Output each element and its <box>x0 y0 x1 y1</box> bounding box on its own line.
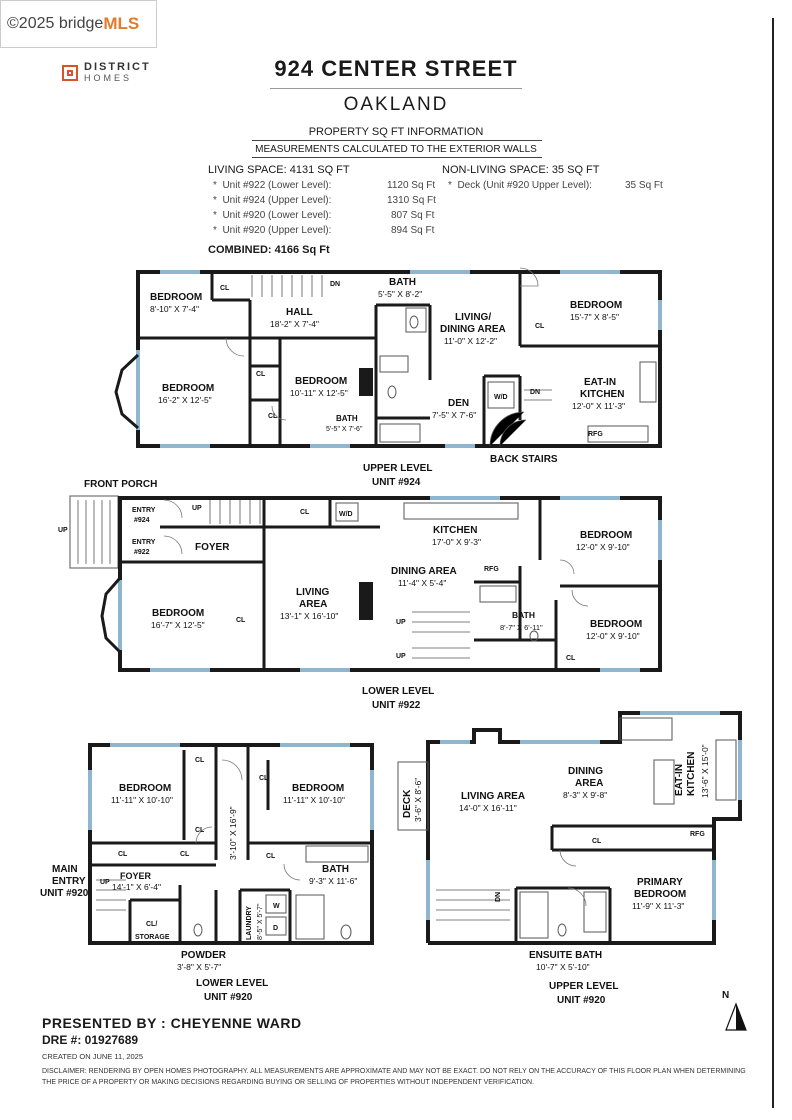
room-name-2: KITCHEN <box>686 751 697 796</box>
sqft-heading: PROPERTY SQ FT INFORMATION <box>308 126 484 138</box>
closet-label: CL <box>300 509 310 516</box>
compass-label: N <box>722 990 730 1001</box>
room-name: BATH <box>336 414 358 423</box>
room-name: HALL <box>286 307 313 318</box>
bathtub-icon <box>380 424 420 442</box>
plan-caption: UPPER LEVEL <box>363 463 433 474</box>
room-dim: 13'-6" X 15'-0" <box>700 744 710 798</box>
room-name: BEDROOM <box>292 783 345 794</box>
room-name: LIVING AREA <box>461 791 526 802</box>
down-label: DN <box>530 389 541 396</box>
island-icon <box>654 760 674 804</box>
deck-dim: 3'-6" X 8'-6" <box>413 777 423 822</box>
room-name: DINING AREA <box>391 566 457 577</box>
created-date: CREATED ON JUNE 11, 2025 <box>42 1052 144 1061</box>
room-dim: 10'-11" X 12'-5" <box>290 388 348 398</box>
living-row-value: 1120 Sq Ft <box>387 180 436 191</box>
dryer-label: D <box>273 925 279 932</box>
toilet-icon <box>410 316 418 328</box>
room-name-2: DINING AREA <box>440 324 506 335</box>
room-dim: 10'-7" X 5'-10" <box>536 962 590 972</box>
room-name: BEDROOM <box>590 619 643 630</box>
closet-label: CL <box>195 827 205 834</box>
down-label: DN <box>495 891 502 902</box>
room-name: BATH <box>389 277 417 288</box>
logo-sub: HOMES <box>84 73 133 83</box>
living-row: * Unit #924 (Upper Level): <box>213 195 332 206</box>
toilet-icon <box>558 924 566 936</box>
refrigerator-label: RFG <box>588 431 603 438</box>
presented-by: PRESENTED BY : CHEYENNE WARD <box>42 1015 302 1031</box>
living-row: * Unit #920 (Upper Level): <box>213 225 332 236</box>
washer-dryer-label: W/D <box>339 511 353 518</box>
room-dim: 8'-7" X 6'-11" <box>500 623 543 632</box>
room-name: BEDROOM <box>119 783 172 794</box>
stove-icon <box>620 718 672 740</box>
vanity-icon <box>584 892 606 932</box>
up-label: UP <box>192 505 202 512</box>
room-dim: 5'-5" X 7'-6" <box>326 426 363 433</box>
closet-storage-label: STORAGE <box>135 934 170 941</box>
room-name: POWDER <box>181 950 226 961</box>
main-entry-label: UNIT #920 <box>40 888 89 899</box>
shower-icon <box>520 892 548 938</box>
living-row: * Unit #922 (Lower Level): <box>213 180 332 191</box>
living-row-value: 894 Sq Ft <box>391 225 435 236</box>
room-dim: 11'-4" X 5'-4" <box>398 578 447 588</box>
room-dim: 16'-7" X 12'-5" <box>151 620 205 630</box>
living-space-heading: LIVING SPACE: 4131 SQ FT <box>208 164 350 176</box>
closet-storage-label: CL/ <box>146 921 158 928</box>
down-label: DN <box>330 281 341 288</box>
room-dim: 8'-3" X 9'-8" <box>563 790 608 800</box>
room-dim: 8'-5" X 5'-7" <box>257 903 264 940</box>
room-dim: 14'-1" X 6'-4" <box>112 882 161 892</box>
disclaimer: DISCLAIMER: RENDERING BY OPEN HOMES PHOTOGRAPHY. ALL MEASUREMENTS ARE APPROXIMATE AND MAY NOT BE EXACT. DO NOT RELY ON THE ACCURACY OF THIS FLOOR PLAN WHEN DETERMINING THE PRICE OF A PROPERTY OR MAKING DECISIONS REGARDING BUYING OR SELLING OF PROPERTIES WITHOUT INDEPENDENT VERIFICATION. <box>42 1068 746 1086</box>
counter-icon <box>640 362 656 402</box>
bathtub-icon <box>480 586 516 602</box>
room-dim: 18'-2" X 7'-4" <box>270 319 319 329</box>
property-city: OAKLAND <box>343 94 449 115</box>
room-name: PRIMARY <box>637 877 683 888</box>
room-name-2: AREA <box>575 778 604 789</box>
room-dim: 14'-0" X 16'-11" <box>459 803 517 813</box>
room-dim: 12'-0" X 9'-10" <box>576 542 630 552</box>
living-row-value: 1310 Sq Ft <box>387 195 436 206</box>
closet-label: CL <box>566 655 576 662</box>
stairs-upper-924 <box>252 275 322 297</box>
closet-label: CL <box>535 323 545 330</box>
room-name: EAT-IN <box>584 377 617 388</box>
room-dim: 11'-9" X 11'-3" <box>632 901 685 911</box>
nonliving-space-heading: NON-LIVING SPACE: 35 SQ FT <box>442 164 600 176</box>
living-row: * Unit #920 (Lower Level): <box>213 210 332 221</box>
closet-label: CL <box>118 851 128 858</box>
closet-label: CL <box>256 371 266 378</box>
watermark-text: ©2025 bridge <box>7 15 104 32</box>
washer-dryer-label: W/D <box>494 394 508 401</box>
plan-lower-922 <box>58 479 660 711</box>
plan-caption: UNIT #920 <box>557 995 606 1006</box>
room-name: FOYER <box>195 542 230 553</box>
entry-unit: #922 <box>134 549 150 556</box>
up-label: UP <box>396 619 406 626</box>
room-dim: 11'-11" X 10'-10" <box>111 795 173 805</box>
up-label: UP <box>58 527 68 534</box>
room-name: BEDROOM <box>580 530 633 541</box>
plan-caption: LOWER LEVEL <box>196 978 269 989</box>
room-name: BEDROOM <box>150 292 203 303</box>
refrigerator-label: RFG <box>484 566 499 573</box>
kitchen-counter-icon <box>404 503 518 519</box>
room-name-2: KITCHEN <box>580 389 625 400</box>
measurement-note: MEASUREMENTS CALCULATED TO THE EXTERIOR WALLS <box>255 144 537 155</box>
room-name: LAUNDRY <box>246 906 253 940</box>
room-dim: 13'-1" X 16'-10" <box>280 611 339 621</box>
watermark-mls: MLS <box>103 14 140 33</box>
plan-upper-920 <box>398 713 740 1006</box>
room-dim: 5'-5" X 8'-2" <box>378 289 423 299</box>
room-dim: 16'-2" X 12'-5" <box>158 395 212 405</box>
room-name: BEDROOM <box>570 300 623 311</box>
shower-icon <box>406 308 426 332</box>
combined-sqft: COMBINED: 4166 Sq Ft <box>208 244 330 256</box>
deck-label: DECK <box>402 789 413 818</box>
room-name-2: BEDROOM <box>634 889 687 900</box>
room-dim: 12'-0" X 11'-3" <box>572 401 626 411</box>
entry-label: ENTRY <box>132 539 156 546</box>
room-dim: 17'-0" X 9'-3" <box>432 537 481 547</box>
plan-caption: LOWER LEVEL <box>362 686 435 697</box>
closet-label: CL <box>195 757 205 764</box>
bathtub-icon <box>380 356 408 372</box>
room-name: KITCHEN <box>433 525 478 536</box>
room-name-2: AREA <box>299 599 328 610</box>
shower-icon <box>296 895 324 939</box>
closet-label: CL <box>220 285 230 292</box>
room-dim: 9'-3" X 11'-6" <box>309 876 358 886</box>
main-entry-label: ENTRY <box>52 876 86 887</box>
room-name: DEN <box>448 398 470 409</box>
plan-caption: UPPER LEVEL <box>549 981 619 992</box>
room-name: BEDROOM <box>295 376 348 387</box>
up-label: UP <box>100 879 110 886</box>
entry-label: ENTRY <box>132 507 156 514</box>
room-name: LIVING/ <box>455 312 492 323</box>
toilet-icon <box>194 924 202 936</box>
room-name: BATH <box>512 610 535 620</box>
front-porch-label: FRONT PORCH <box>84 479 158 490</box>
plan-caption: UNIT #924 <box>372 477 421 488</box>
room-name: EAT-IN <box>674 763 685 796</box>
room-dim: 3'-8" X 5'-7" <box>177 962 222 972</box>
closet-label: CL <box>236 617 246 624</box>
room-name: BEDROOM <box>152 608 205 619</box>
main-entry-label: MAIN <box>52 864 78 875</box>
logo-name: DISTRICT <box>84 61 151 73</box>
plan-lower-920 <box>40 745 372 1003</box>
back-stairs-label: BACK STAIRS <box>490 454 558 465</box>
living-row-value: 807 Sq Ft <box>391 210 435 221</box>
room-name: DINING <box>568 766 603 777</box>
plan-caption: UNIT #920 <box>204 992 253 1003</box>
room-dim: 7'-5" X 7'-6" <box>432 410 477 420</box>
toilet-icon <box>341 925 351 939</box>
closet-label: CL <box>180 851 190 858</box>
vanity-icon <box>306 846 368 862</box>
room-dim: 15'-7" X 8'-5" <box>570 312 619 322</box>
room-name: ENSUITE BATH <box>529 950 603 961</box>
room-name: BEDROOM <box>162 383 215 394</box>
room-name: LIVING <box>296 587 330 598</box>
washer-label: W <box>273 903 280 910</box>
up-label: UP <box>396 653 406 660</box>
property-address: 924 CENTER STREET <box>274 56 518 81</box>
room-dim: 12'-0" X 9'-10" <box>586 631 640 641</box>
closet-label: CL <box>268 413 278 420</box>
dre-number: DRE #: 01927689 <box>42 1033 139 1047</box>
room-dim: 8'-10" X 7'-4" <box>150 304 199 314</box>
closet-label: CL <box>259 775 269 782</box>
nonliving-row: * Deck (Unit #920 Upper Level): <box>448 180 592 191</box>
plan-caption: UNIT #922 <box>372 700 421 711</box>
refrigerator-label: RFG <box>690 831 705 838</box>
room-name: FOYER <box>120 871 152 881</box>
room-name: BATH <box>322 864 350 875</box>
entry-unit: #924 <box>134 517 150 524</box>
room-dim: 11'-11" X 10'-10" <box>283 795 345 805</box>
counter-icon <box>716 740 736 800</box>
north-arrow-icon <box>722 990 746 1030</box>
room-dim: 11'-0" X 12'-2" <box>444 336 498 346</box>
plan-upper-924 <box>116 268 660 488</box>
closet-label: CL <box>266 853 276 860</box>
hall-dim: 3'-10" X 16'-9" <box>228 806 238 860</box>
toilet-icon <box>388 386 396 398</box>
closet-label: CL <box>592 838 602 845</box>
nonliving-row-value: 35 Sq Ft <box>625 180 663 191</box>
